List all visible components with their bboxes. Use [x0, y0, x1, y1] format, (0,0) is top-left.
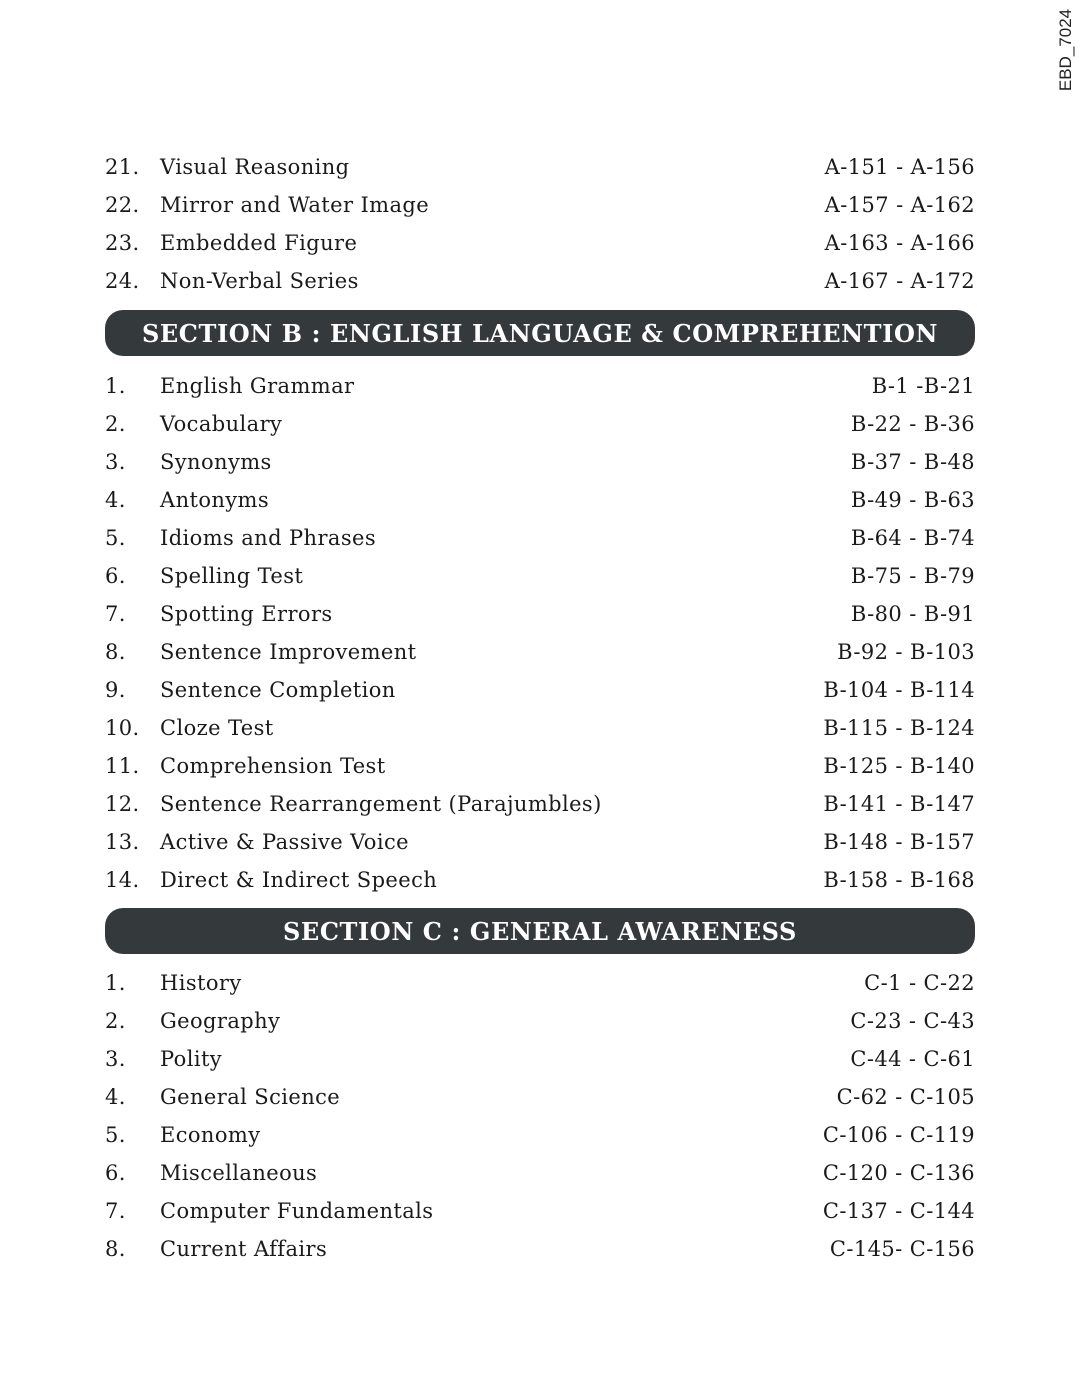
- toc-entry[interactable]: [105, 1192, 975, 1230]
- section-c-list: [105, 964, 975, 1268]
- entry-number: 3.: [105, 450, 126, 474]
- entry-pages: B-1 -B-21: [871, 374, 975, 398]
- entry-pages: B-80 - B-91: [850, 602, 975, 626]
- entry-number: 2.: [105, 412, 126, 436]
- toc-entry[interactable]: [105, 595, 975, 633]
- entry-title: Idioms and Phrases: [160, 526, 377, 550]
- toc-entry[interactable]: [105, 262, 975, 300]
- toc-entry[interactable]: [105, 1002, 975, 1040]
- toc-entry[interactable]: [105, 405, 975, 443]
- entry-number: 9.: [105, 678, 126, 702]
- entry-pages: B-141 - B-147: [823, 792, 975, 816]
- toc-entry[interactable]: [105, 823, 975, 861]
- entry-number: 13.: [105, 830, 140, 854]
- entry-pages: A-167 - A-172: [824, 269, 975, 293]
- entry-title: Spotting Errors: [160, 602, 333, 626]
- entry-title: Economy: [160, 1123, 261, 1147]
- entry-title: Cloze Test: [160, 716, 274, 740]
- entry-title: General Science: [160, 1085, 341, 1109]
- toc-entry[interactable]: [105, 1078, 975, 1116]
- entry-number: 21.: [105, 155, 140, 179]
- entry-pages: C-62 - C-105: [836, 1085, 975, 1109]
- entry-number: 4.: [105, 1085, 126, 1109]
- toc-entry[interactable]: [105, 747, 975, 785]
- entry-title: Mirror and Water Image: [160, 193, 430, 217]
- entry-pages: B-22 - B-36: [850, 412, 975, 436]
- entry-title: Comprehension Test: [160, 754, 386, 778]
- toc-entry[interactable]: [105, 224, 975, 262]
- entry-title: History: [160, 971, 242, 995]
- entry-number: 23.: [105, 231, 140, 255]
- entry-pages: B-125 - B-140: [823, 754, 975, 778]
- entry-title: Vocabulary: [160, 412, 283, 436]
- entry-title: Sentence Improvement: [160, 640, 417, 664]
- entry-number: 1.: [105, 971, 126, 995]
- toc-entry[interactable]: [105, 671, 975, 709]
- section-c-heading: [105, 908, 975, 954]
- section-b-heading: [105, 310, 975, 356]
- toc-entry[interactable]: [105, 964, 975, 1002]
- entry-number: 10.: [105, 716, 140, 740]
- entry-number: 3.: [105, 1047, 126, 1071]
- table-of-contents: [105, 148, 975, 1268]
- entry-pages: B-104 - B-114: [823, 678, 975, 702]
- entry-pages: C-145- C-156: [829, 1237, 975, 1261]
- entry-title: English Grammar: [160, 374, 355, 398]
- toc-entry[interactable]: [105, 481, 975, 519]
- entry-title: Spelling Test: [160, 564, 304, 588]
- toc-entry[interactable]: [105, 861, 975, 899]
- entry-pages: B-148 - B-157: [823, 830, 975, 854]
- entry-pages: C-23 - C-43: [850, 1009, 975, 1033]
- entry-number: 14.: [105, 868, 140, 892]
- entry-title: Polity: [160, 1047, 223, 1071]
- entry-pages: A-151 - A-156: [824, 155, 975, 179]
- entry-pages: C-1 - C-22: [864, 971, 975, 995]
- entry-number: 24.: [105, 269, 140, 293]
- entry-pages: A-157 - A-162: [824, 193, 975, 217]
- entry-title: Embedded Figure: [160, 231, 358, 255]
- entry-title: Geography: [160, 1009, 281, 1033]
- entry-pages: C-120 - C-136: [822, 1161, 975, 1185]
- entry-title: Non-Verbal Series: [160, 269, 359, 293]
- toc-entry[interactable]: [105, 1040, 975, 1078]
- entry-title: Active & Passive Voice: [160, 830, 409, 854]
- toc-entry[interactable]: [105, 1154, 975, 1192]
- entry-pages: A-163 - A-166: [824, 231, 975, 255]
- entry-title: Current Affairs: [160, 1237, 328, 1261]
- entry-pages: B-49 - B-63: [850, 488, 975, 512]
- entry-number: 2.: [105, 1009, 126, 1033]
- toc-entry[interactable]: [105, 367, 975, 405]
- entry-title: Visual Reasoning: [160, 155, 350, 179]
- entry-number: 5.: [105, 526, 126, 550]
- toc-entry[interactable]: [105, 443, 975, 481]
- entry-pages: C-137 - C-144: [822, 1199, 975, 1223]
- entry-number: 1.: [105, 374, 126, 398]
- entry-number: 5.: [105, 1123, 126, 1147]
- entry-pages: B-158 - B-168: [823, 868, 975, 892]
- toc-entry[interactable]: [105, 557, 975, 595]
- entry-title: Sentence Completion: [160, 678, 396, 702]
- entry-pages: C-44 - C-61: [850, 1047, 975, 1071]
- toc-entry[interactable]: [105, 186, 975, 224]
- entry-number: 4.: [105, 488, 126, 512]
- entry-number: 7.: [105, 602, 126, 626]
- entry-pages: B-37 - B-48: [850, 450, 975, 474]
- toc-entry[interactable]: [105, 1230, 975, 1268]
- entry-title: Synonyms: [160, 450, 272, 474]
- entry-title: Miscellaneous: [160, 1161, 318, 1185]
- toc-entry[interactable]: [105, 633, 975, 671]
- entry-pages: C-106 - C-119: [822, 1123, 975, 1147]
- toc-entry[interactable]: [105, 148, 975, 186]
- entry-title: Sentence Rearrangement (Parajumbles): [160, 792, 602, 816]
- page-code-text: EBD_7024: [1056, 8, 1075, 92]
- toc-entry[interactable]: [105, 1116, 975, 1154]
- page-code: [1054, 0, 1078, 100]
- entry-number: 8.: [105, 1237, 126, 1261]
- toc-entry[interactable]: [105, 519, 975, 557]
- section-a-list: [105, 148, 975, 300]
- entry-number: 11.: [105, 754, 140, 778]
- entry-number: 12.: [105, 792, 140, 816]
- entry-number: 7.: [105, 1199, 126, 1223]
- entry-pages: B-64 - B-74: [850, 526, 975, 550]
- entry-pages: B-75 - B-79: [850, 564, 975, 588]
- toc-entry[interactable]: [105, 785, 975, 823]
- entry-number: 8.: [105, 640, 126, 664]
- entry-number: 6.: [105, 1161, 126, 1185]
- entry-pages: B-115 - B-124: [823, 716, 975, 740]
- entry-title: Computer Fundamentals: [160, 1199, 434, 1223]
- toc-entry[interactable]: [105, 709, 975, 747]
- entry-number: 6.: [105, 564, 126, 588]
- section-b-list: [105, 367, 975, 899]
- entry-title: Antonyms: [160, 488, 270, 512]
- section-b-heading-text: SECTION B : ENGLISH LANGUAGE & COMPREHENTION: [141, 318, 939, 348]
- section-c-heading-text: SECTION C : GENERAL AWARENESS: [283, 916, 797, 946]
- entry-pages: B-92 - B-103: [837, 640, 975, 664]
- entry-title: Direct & Indirect Speech: [160, 868, 438, 892]
- entry-number: 22.: [105, 193, 140, 217]
